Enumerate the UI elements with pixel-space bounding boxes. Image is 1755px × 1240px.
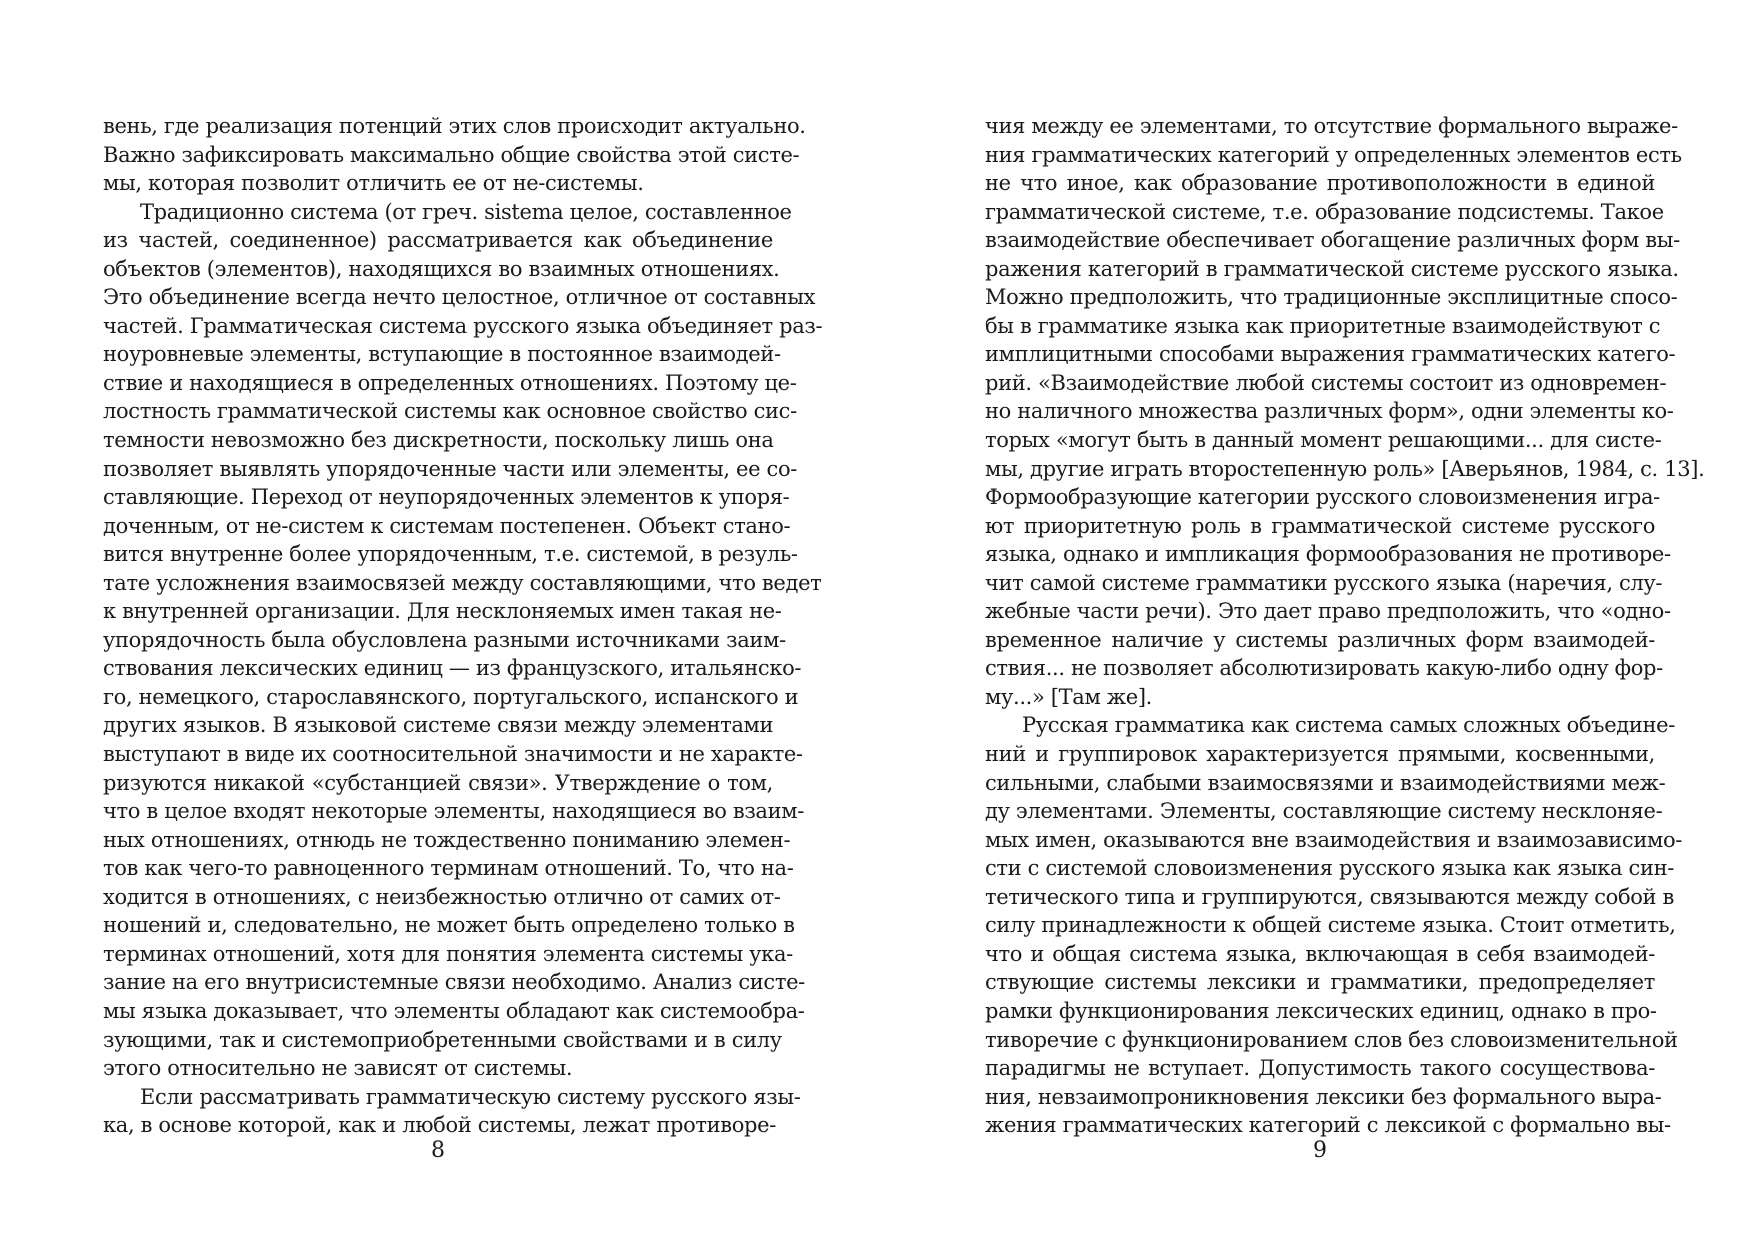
text-line: тиворечие с функционированием слов без словоизменительной xyxy=(985,1027,1678,1052)
text-line: тов как чего-то равноценного терминам отношений. То, что на- xyxy=(103,856,794,881)
text-line: частей. Грамматическая система русского языка объединяет раз- xyxy=(103,313,823,338)
text-line: зание на его внутрисистемные связи необходимо. Анализ систе- xyxy=(103,970,805,995)
text-line: языка, однако и импликация формообразования не противоре- xyxy=(985,542,1671,567)
text-line: Традиционно система (от греч. sistema целое, составленное xyxy=(140,199,792,224)
text-line: ходится в отношениях, с неизбежностью отлично от самих от- xyxy=(103,884,781,909)
text-line: тате усложнения взаимосвязей между составляющими, что ведет xyxy=(103,570,822,595)
text-line: мы языка доказывает, что элементы обладают как системообра- xyxy=(103,998,805,1023)
text-line: ствие и находящиеся в определенных отношениях. Поэтому це- xyxy=(103,370,797,395)
text-line: темности невозможно без дискретности, поскольку лишь она xyxy=(103,428,774,453)
text-line: ствования лексических единиц — из французского, итальянско- xyxy=(103,656,802,681)
text-line: ствующие системы лексики и грамматики, предопределяет xyxy=(985,970,1655,995)
text-line: выступают в виде их соотносительной значимости и не характе- xyxy=(103,742,803,767)
text-line: не что иное, как образование противоположности в единой xyxy=(985,171,1655,196)
text-line: ния, невзаимопроникновения лексики без формального выра- xyxy=(985,1084,1662,1109)
text-line: Важно зафиксировать максимально общие свойства этой систе- xyxy=(103,142,800,167)
text-line: доченным, от не-систем к системам постепенен. Объект стано- xyxy=(103,513,791,538)
text-line: лостность грамматической системы как основное свойство сис- xyxy=(103,399,797,424)
text-line: из частей, соединенное) рассматривается как объединение xyxy=(103,228,773,253)
text-line: ношений и, следовательно, не может быть определено только в xyxy=(103,913,795,938)
text-line: Это объединение всегда нечто целостное, отличное от составных xyxy=(103,285,816,310)
text-line: к внутренней организации. Для несклоняемых имен такая не- xyxy=(103,599,782,624)
text-line: сти с системой словоизменения русского языка как языка син- xyxy=(985,856,1674,881)
text-line: рамки функционирования лексических единиц, однако в про- xyxy=(985,998,1657,1023)
text-line: ний и группировок характеризуется прямыми, косвенными, xyxy=(985,742,1655,767)
text-line: чит самой системе грамматики русского языка (наречия, слу- xyxy=(985,570,1663,595)
text-line: но наличного множества различных форм», одни элементы ко- xyxy=(985,399,1674,424)
left-page-text xyxy=(103,112,823,1140)
text-line: мы, которая позволит отличить ее от не-системы. xyxy=(103,171,644,196)
text-line: ния грамматических категорий у определенных элементов есть xyxy=(985,142,1682,167)
text-line: вится внутренне более упорядоченным, т.е. системой, в резуль- xyxy=(103,542,798,567)
text-line: временное наличие у системы различных форм взаимодей- xyxy=(985,627,1655,652)
text-line: других языков. В языковой системе связи между элементами xyxy=(103,713,774,738)
text-line: ставляющие. Переход от неупорядоченных элементов к упоря- xyxy=(103,485,790,510)
text-line: что и общая система языка, включающая в себя взаимодей- xyxy=(985,941,1655,966)
text-line: терминах отношений, хотя для понятия элемента системы ука- xyxy=(103,941,793,966)
text-line: го, немецкого, старославянского, португальского, испанского и xyxy=(103,684,799,709)
text-line: жения грамматических категорий с лексикой с формально вы- xyxy=(985,1113,1671,1138)
text-line: ка, в основе которой, как и любой системы, лежат противоре- xyxy=(103,1113,776,1138)
text-line: бы в грамматике языка как приоритетные взаимодействуют с xyxy=(985,313,1661,338)
text-line: ноуровневые элементы, вступающие в постоянное взаимодей- xyxy=(103,342,781,367)
text-line: ных отношениях, отнюдь не тождественно пониманию элемен- xyxy=(103,827,791,852)
page-number-right: 9 xyxy=(1313,1138,1327,1163)
text-line: му...» [Там же]. xyxy=(985,684,1152,709)
text-line: сильными, слабыми взаимосвязями и взаимодействиями меж- xyxy=(985,770,1666,795)
text-line: парадигмы не вступает. Допустимость такого сосуществова- xyxy=(985,1056,1655,1081)
text-line: жебные части речи). Это дает право предположить, что «одно- xyxy=(985,599,1671,624)
text-line: силу принадлежности к общей системе языка. Стоит отметить, xyxy=(985,913,1676,938)
text-line: тетического типа и группируются, связываются между собой в xyxy=(985,884,1675,909)
text-line: Формообразующие категории русского словоизменения игра- xyxy=(985,485,1660,510)
text-line: что в целое входят некоторые элементы, находящиеся во взаим- xyxy=(103,799,804,824)
text-line: Если рассматривать грамматическую систему русского язы- xyxy=(140,1084,801,1109)
text-line: ствия... не позволяет абсолютизировать какую-либо одну фор- xyxy=(985,656,1663,681)
text-line: чия между ее элементами, то отсутствие формального выраже- xyxy=(985,114,1678,138)
text-line: зующими, так и системоприобретенными свойствами и в силу xyxy=(103,1027,782,1052)
text-line: вень, где реализация потенций этих слов происходит актуально. xyxy=(103,114,806,138)
text-line: взаимодействие обеспечивает обогащение различных форм вы- xyxy=(985,228,1680,253)
text-line: Русская грамматика как система самых сложных объедине- xyxy=(1022,713,1675,738)
text-line: ризуются никакой «субстанцией связи». Утверждение о том, xyxy=(103,770,773,795)
text-line: объектов (элементов), находящихся во взаимных отношениях. xyxy=(103,256,780,281)
text-line: имплицитными способами выражения грамматических катего- xyxy=(985,342,1676,367)
text-line: ду элементами. Элементы, составляющие систему несклоняе- xyxy=(985,799,1663,824)
text-line: позволяет выявлять упорядоченные части или элементы, ее со- xyxy=(103,456,797,481)
text-line: торых «могут быть в данный момент решающими... для систе- xyxy=(985,428,1662,453)
text-line: Можно предположить, что традиционные эксплицитные спосо- xyxy=(985,285,1678,310)
text-line: упорядочность была обусловлена разными источниками заим- xyxy=(103,627,786,652)
text-line: грамматической системе, т.е. образование подсистемы. Такое xyxy=(985,199,1664,224)
text-line: этого относительно не зависят от системы. xyxy=(103,1056,573,1081)
text-line: мы, другие играть второстепенную роль» [Аверьянов, 1984, с. 13]. xyxy=(985,456,1705,481)
text-line: ют приоритетную роль в грамматической системе русского xyxy=(985,513,1655,538)
text-line: ражения категорий в грамматической системе русского языка. xyxy=(985,256,1679,281)
text-line: рий. «Взаимодействие любой системы состоит из одновремен- xyxy=(985,370,1667,395)
page-number-left: 8 xyxy=(431,1138,445,1163)
text-line: мых имен, оказываются вне взаимодействия и взаимозависимо- xyxy=(985,827,1682,852)
right-page-text xyxy=(985,112,1705,1140)
